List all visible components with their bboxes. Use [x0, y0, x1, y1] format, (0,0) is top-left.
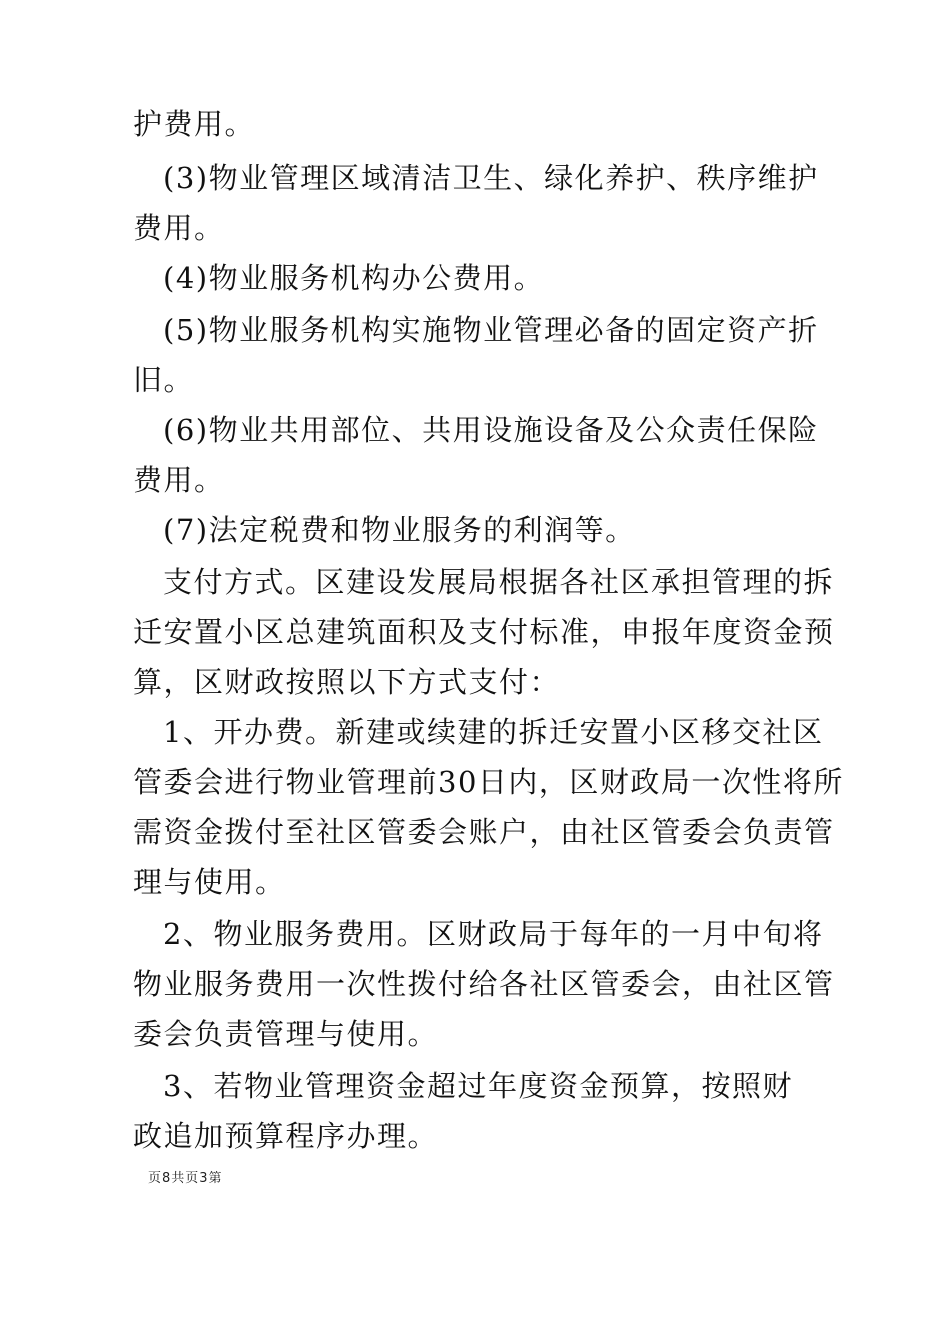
- text-line: 迁安置小区总建筑面积及支付标准，申报年度资金预: [133, 615, 835, 649]
- text-line: 委会负责管理与使用。: [133, 1017, 439, 1051]
- text-line: 支付方式。区建设发展局根据各社区承担管理的拆: [163, 565, 835, 599]
- text-line: (4)物业服务机构办公费用。: [163, 261, 545, 295]
- text-line: 2、物业服务费用。区财政局于每年的一月中旬将: [163, 917, 824, 951]
- text-line: 3、若物业管理资金超过年度资金预算，按照财: [163, 1069, 793, 1103]
- text-line: (3)物业管理区域清洁卫生、绿化养护、秩序维护: [163, 161, 819, 195]
- text-line: 费用。: [133, 463, 225, 497]
- text-line: 1、开办费。新建或续建的拆迁安置小区移交社区: [163, 715, 824, 749]
- text-line: 政追加预算程序办理。: [133, 1119, 439, 1153]
- text-line: 护费用。: [133, 107, 256, 141]
- text-line: (5)物业服务机构实施物业管理必备的固定资产折: [163, 313, 819, 347]
- page-footer: 页8共页3第: [148, 1171, 223, 1186]
- text-line: 需资金拨付至社区管委会账户，由社区管委会负责管: [133, 815, 835, 849]
- text-line: 理与使用。: [133, 865, 286, 899]
- text-line: 旧。: [133, 363, 195, 397]
- text-line: 管委会进行物业管理前30日内，区财政局一次性将所: [133, 765, 844, 799]
- text-line: 物业服务费用一次性拨付给各社区管委会，由社区管: [133, 967, 835, 1001]
- text-line: 算，区财政按照以下方式支付：: [133, 665, 561, 699]
- text-line: (7)法定税费和物业服务的利润等。: [163, 513, 636, 547]
- text-line: (6)物业共用部位、共用设施设备及公众责任保险: [163, 413, 819, 447]
- text-line: 费用。: [133, 211, 225, 245]
